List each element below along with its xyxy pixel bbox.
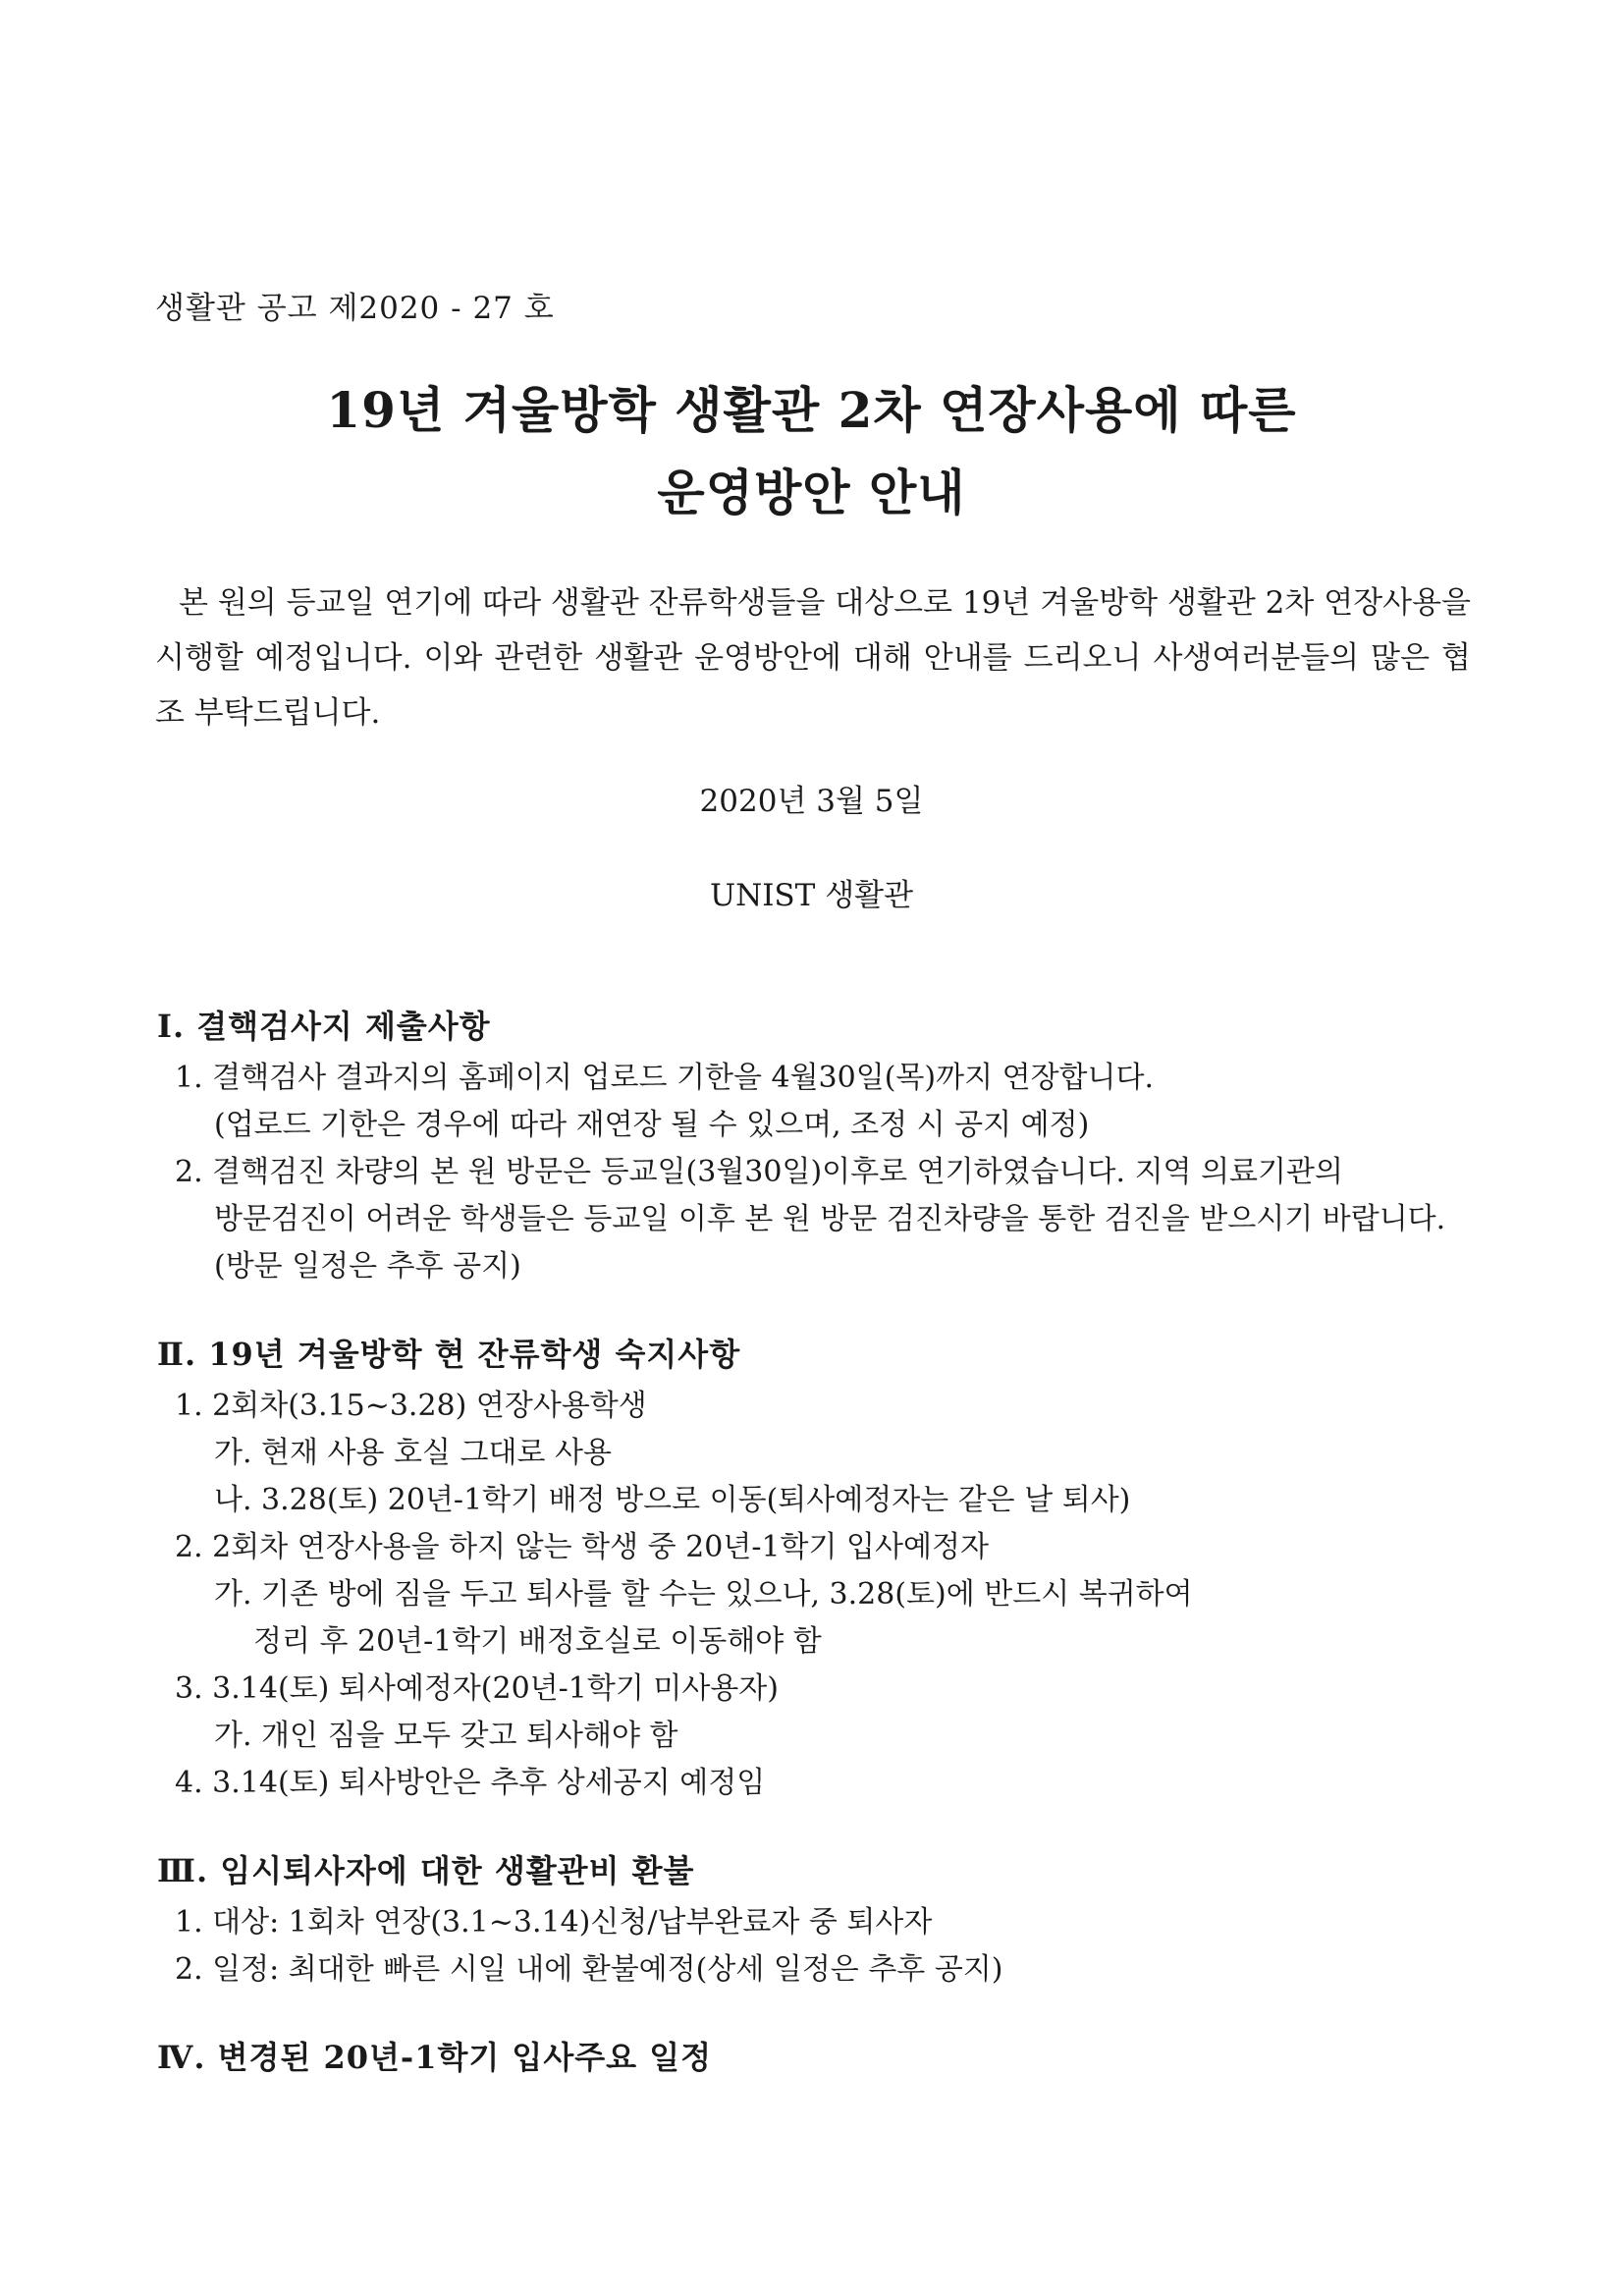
- section-3-item-2: 2. 일정: 최대한 빠른 시일 내에 환불예정(상세 일정은 추후 공지): [175, 1952, 1003, 1987]
- section-heading-3: Ⅲ. 임시퇴사자에 대한 생활관비 환불: [157, 1852, 695, 1889]
- section-2-item-2: 2. 2회차 연장사용을 하지 않는 학생 중 20년-1학기 입사예정자: [175, 1530, 989, 1564]
- section-heading-1: Ⅰ. 결핵검사지 제출사항: [157, 1008, 491, 1045]
- intro-paragraph: [155, 575, 1471, 740]
- title-line-1: 19년 겨울방학 생활관 2차 연장사용에 따른: [326, 381, 1297, 439]
- section-2-item-1-a: 가. 현재 사용 호실 그대로 사용: [214, 1436, 612, 1470]
- section-1-item-2-note: (방문 일정은 추후 공지): [214, 1249, 521, 1284]
- title-line-2: 운영방안 안내: [657, 464, 966, 521]
- notice-number: 생활관 공고 제2020 - 27 호: [155, 291, 555, 326]
- section-2-item-4: 4. 3.14(토) 퇴사방안은 추후 상세공지 예정임: [175, 1766, 766, 1800]
- section-heading-4: Ⅳ. 변경된 20년-1학기 입사주요 일정: [157, 2039, 713, 2076]
- section-heading-2: Ⅱ. 19년 겨울방학 현 잔류학생 숙지사항: [157, 1336, 741, 1373]
- section-1-item-1-note: (업로드 기한은 경우에 따라 재연장 될 수 있으며, 조정 시 공지 예정): [214, 1108, 1090, 1142]
- section-2-item-2-a-cont: 정리 후 20년-1학기 배정호실로 이동해야 함: [253, 1624, 822, 1659]
- intro-text: 본 원의 등교일 연기에 따라 생활관 잔류학생들을 대상으로 19년 겨울방학 생활관 2차 연장사용을 시행할 예정입니다. 이와 관련한 생활관 운영방안에 대해 안내를 드리오니 사생여러분들의 많은 협조 부탁드립니다.: [155, 585, 1471, 731]
- section-2-item-1-b: 나. 3.28(토) 20년-1학기 배정 방으로 이동(퇴사예정자는 같은 날 퇴사): [214, 1483, 1131, 1517]
- section-3-item-1: 1. 대상: 1회차 연장(3.1~3.14)신청/납부완료자 중 퇴사자: [175, 1905, 933, 1940]
- section-2-item-2-a: 가. 기존 방에 짐을 두고 퇴사를 할 수는 있으나, 3.28(토)에 반드시 복귀하여: [214, 1577, 1193, 1612]
- section-2-item-3: 3. 3.14(토) 퇴사예정자(20년-1학기 미사용자): [175, 1671, 779, 1706]
- section-1-item-1: 1. 결핵검사 결과지의 홈페이지 업로드 기한을 4월30일(목)까지 연장합니다.: [175, 1061, 1155, 1095]
- section-1-item-2-cont: 방문검진이 어려운 학생들은 등교일 이후 본 원 방문 검진차량을 통한 검진을 받으시기 바랍니다.: [214, 1202, 1446, 1236]
- section-2-item-3-a: 가. 개인 짐을 모두 갖고 퇴사해야 함: [214, 1719, 678, 1753]
- section-1-item-2: 2. 결핵검진 차량의 본 원 방문은 등교일(3월30일)이후로 연기하였습니다. 지역 의료기관의: [175, 1155, 1343, 1189]
- organization-name: UNIST 생활관: [709, 878, 914, 913]
- notice-date: 2020년 3월 5일: [699, 784, 924, 819]
- section-2-item-1: 1. 2회차(3.15~3.28) 연장사용학생: [175, 1389, 647, 1423]
